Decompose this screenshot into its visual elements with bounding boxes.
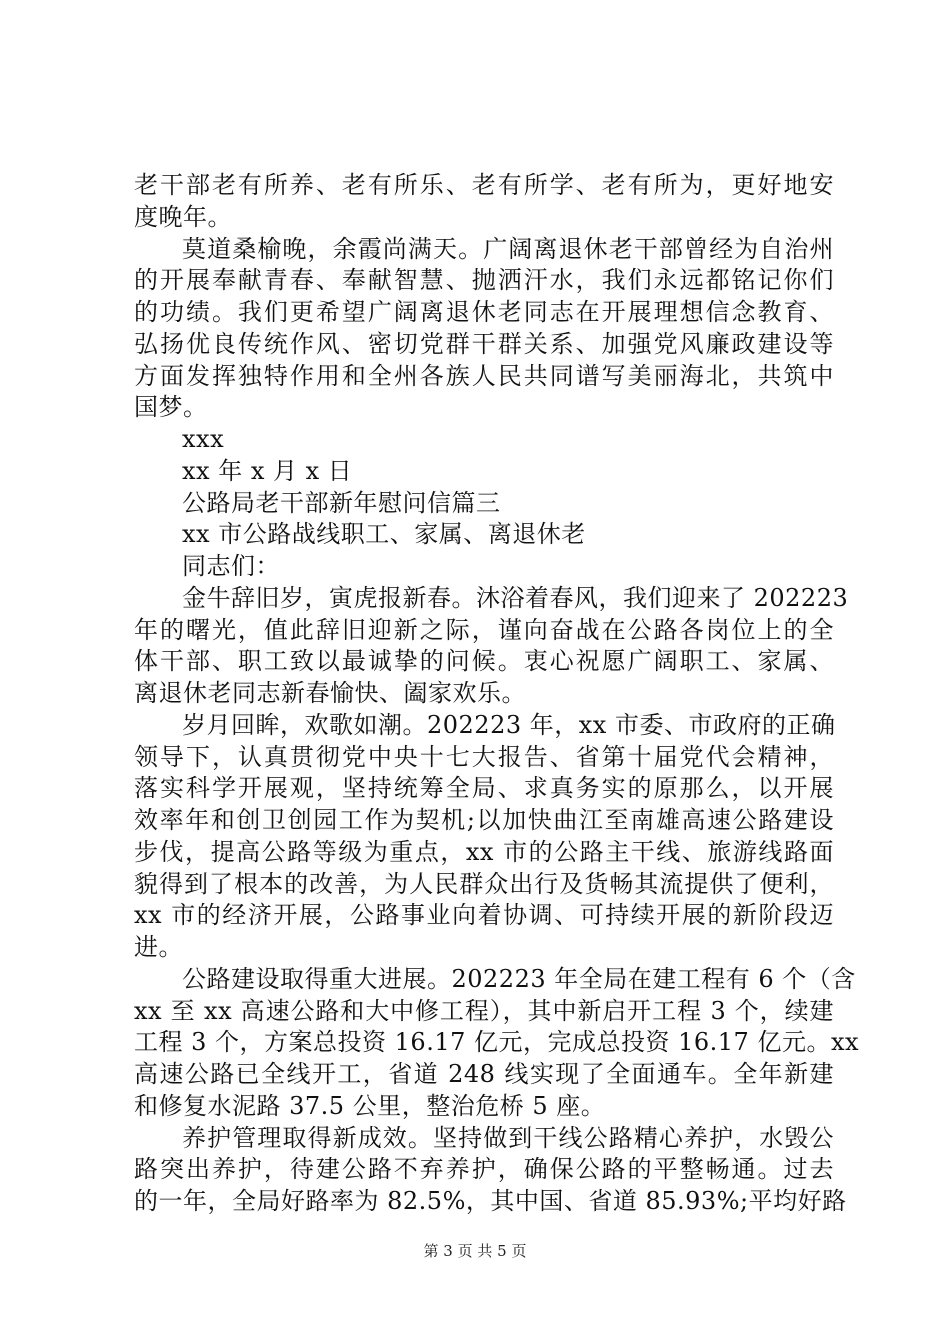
page-number: 第 3 页 共 5 页 [423,1242,527,1260]
text-line: 工程 3 个，方案总投资 16.17 亿元，完成总投资 16.17 亿元。xx [134,1028,860,1057]
text-line: 的一年，全局好路率为 82.5%，其中国、省道 85.93%;平均好路 [134,1187,847,1215]
text-line: 岁月回眸，欢歌如潮。202223 年，xx 市委、市政府的正确 [182,710,836,739]
text-line: 国梦。 [134,393,208,422]
text-line: 领导下，认真贯彻党中央十七大报告、省第十届党代会精神， [134,742,834,771]
text-line: 公路局老干部新年慰问信篇三 [182,488,501,517]
text-line: 莫道桑榆晚，余霞尚满天。广阔离退休老干部曾经为自治州 [182,234,834,263]
text-line: 公路建设取得重大进展。202223 年全局在建工程有 6 个（含 [182,964,856,993]
text-line: 貌得到了根本的改善，为人民群众出行及货畅其流提供了便利， [134,869,834,898]
text-line: xxx [182,425,225,453]
text-line: xx 至 xx 高速公路和大中修工程），其中新启开工程 3 个，续建 [134,996,834,1025]
text-line: 老干部老有所养、老有所乐、老有所学、老有所为，更好地安 [134,171,834,199]
text-line: 高速公路已全线开工，省道 248 线实现了全面通车。全年新建 [134,1060,834,1088]
text-line: 进。 [134,933,183,961]
text-line: 年的曙光，值此辞旧迎新之际，谨向奋战在公路各岗位上的全 [134,615,834,644]
document-body [134,170,860,1218]
text-line: 的开展奉献青春、奉献智慧、抛洒汗水，我们永远都铭记你们 [134,266,834,295]
text-line: 和修复水泥路 37.5 公里，整治危桥 5 座。 [134,1091,606,1120]
text-line: 路突出养护，待建公路不弃养护，确保公路的平整畅通。过去 [134,1155,834,1184]
text-line: 离退休老同志新春愉快、阖家欢乐。 [134,679,526,707]
text-line: 体干部、职工致以最诚挚的问候。衷心祝愿广阔职工、家属、 [134,647,834,676]
text-line: xx 市公路战线职工、家属、离退休老 [182,520,586,549]
text-line: 金牛辞旧岁，寅虎报新春。沐浴着春风，我们迎来了 202223 [182,583,849,612]
text-line: 弘扬优良传统作风、密切党群干群关系、加强党风廉政建设等 [134,329,834,358]
text-line: 养护管理取得新成效。坚持做到干线公路精心养护，水毁公 [182,1123,834,1152]
text-line: 步伐，提高公路等级为重点，xx 市的公路主干线、旅游线路面 [134,837,834,866]
text-line: 落实科学开展观，坚持统筹全局、求真务实的原那么，以开展 [134,774,834,803]
text-line: xx 年 x 月 x 日 [182,456,353,485]
text-line: 度晚年。 [134,202,232,231]
text-line: xx 市的经济开展，公路事业向着协调、可持续开展的新阶段迈 [134,901,834,930]
text-line: 同志们： [182,552,280,580]
text-line: 效率年和创卫创园工作为契机;以加快曲江至南雄高速公路建设 [134,806,834,834]
text-line: 的功绩。我们更希望广阔离退休老同志在开展理想信念教育、 [134,298,834,326]
text-line: 方面发挥独特作用和全州各族人民共同谱写美丽海北，共筑中 [134,361,834,390]
